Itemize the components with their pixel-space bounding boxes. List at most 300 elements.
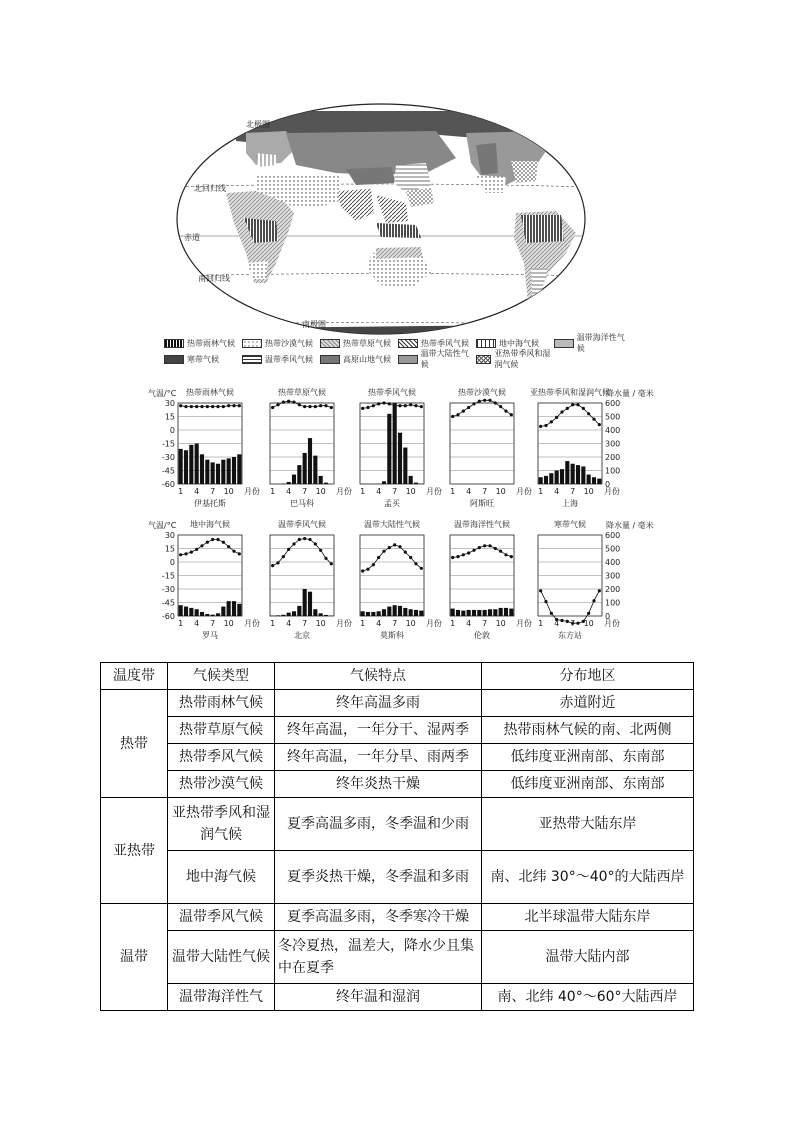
table-header-row: [101, 663, 694, 690]
city-label: 北京: [294, 631, 310, 640]
climate-chart: [510, 385, 670, 508]
month-tick-label: 1: [360, 487, 366, 496]
precip-bar: [576, 465, 580, 484]
month-tick-label: 10: [495, 487, 506, 496]
month-tick-label: 7: [482, 619, 488, 628]
legend-label: 亚热带季风和湿润气候: [494, 349, 551, 369]
temp-point: [409, 556, 412, 559]
legend-item: [320, 336, 398, 350]
feature-cell: 夏季炎热干燥，冬季温和多雨: [275, 851, 482, 904]
precip-bar: [403, 608, 407, 616]
feature-cell: 终年温和湿润: [275, 984, 482, 1011]
temp-point: [292, 401, 295, 404]
temp-point: [587, 612, 590, 615]
temp-point: [179, 404, 182, 407]
precip-bar: [297, 465, 301, 484]
month-tick-label: 4: [554, 487, 560, 496]
city-label: 上海: [562, 499, 578, 508]
precip-bar: [324, 615, 328, 616]
chart-title: 热带沙漠气候: [458, 388, 506, 397]
precip-tick-label: 300: [605, 571, 621, 581]
precip-bar: [488, 609, 492, 616]
temp-point: [366, 568, 369, 571]
temp-point: [393, 404, 396, 407]
precip-bar: [560, 469, 564, 484]
month-tick-label: 4: [194, 619, 200, 628]
temp-point: [409, 403, 412, 406]
temp-tick-label: 30: [164, 399, 175, 408]
temp-point: [271, 406, 274, 409]
month-tick-label: 7: [392, 487, 398, 496]
precip-bar: [382, 481, 386, 484]
precip-bar: [221, 607, 225, 616]
temp-point: [560, 619, 563, 622]
temp-point: [276, 561, 279, 564]
precip-bar: [189, 445, 193, 484]
temp-point: [287, 548, 290, 551]
temp-line: [273, 539, 332, 566]
precip-bar: [179, 449, 183, 484]
temp-line: [453, 546, 512, 558]
feature-cell: 夏季高温多雨，冬季温和少雨: [275, 798, 482, 851]
month-unit-label: 月份: [336, 487, 352, 496]
temp-point: [388, 546, 391, 549]
temp-point: [550, 420, 553, 423]
legend-label: 热带草原气候: [343, 338, 391, 348]
precip-bar: [227, 601, 231, 616]
temp-tick-label: -60: [161, 612, 175, 621]
precip-tick-label: 600: [605, 399, 621, 408]
temp-point: [494, 401, 497, 404]
chart-title: 热带季风气候: [368, 388, 416, 397]
temp-point: [377, 556, 380, 559]
header-region: 分布地区: [482, 663, 694, 690]
temp-point: [488, 399, 491, 402]
legend-swatch: [242, 355, 262, 364]
precip-bar: [232, 601, 236, 616]
temp-point: [414, 404, 417, 407]
temp-point: [576, 403, 579, 406]
temp-line: [273, 401, 332, 407]
temp-point: [227, 545, 230, 548]
temp-point: [238, 404, 241, 407]
climate-table: [100, 662, 694, 1011]
precip-bar: [544, 476, 548, 484]
city-label: 巴马科: [290, 499, 314, 508]
temp-tick-label: -60: [161, 480, 175, 489]
month-tick-label: 7: [302, 619, 308, 628]
precip-bar: [382, 609, 386, 616]
month-tick-label: 10: [223, 619, 234, 628]
precip-bar: [205, 614, 209, 616]
temp-unit-label: 气温/°C: [148, 389, 177, 398]
temp-tick-label: -45: [161, 466, 175, 476]
table-row: [101, 984, 694, 1011]
temp-point: [298, 538, 301, 541]
temp-point: [478, 546, 481, 549]
precip-bar: [227, 458, 231, 484]
feature-cell: 终年高温，一年分干、湿两季: [275, 717, 482, 744]
table-row: [101, 931, 694, 984]
temp-point: [571, 403, 574, 406]
temp-point: [544, 600, 547, 603]
chart-title: 温带季风气候: [278, 520, 326, 529]
temp-point: [216, 538, 219, 541]
legend-swatch: [164, 339, 184, 348]
precip-tick-label: 300: [605, 439, 621, 449]
precip-tick-label: 500: [605, 412, 621, 422]
temp-point: [227, 404, 230, 407]
temp-point: [414, 562, 417, 565]
legend-swatch: [242, 339, 262, 348]
legend-label: 热带季风气候: [421, 338, 469, 348]
precip-bar: [308, 592, 312, 616]
precip-bar: [597, 479, 601, 484]
month-unit-label: 月份: [426, 487, 442, 496]
type-cell: 热带草原气候: [168, 717, 275, 744]
precip-bar: [377, 611, 381, 616]
temp-point: [483, 544, 486, 547]
temp-line: [181, 406, 240, 407]
precip-bar: [313, 456, 317, 484]
temp-point: [504, 553, 507, 556]
legend-label: 热带雨林气候: [187, 338, 235, 348]
precip-tick-label: 100: [605, 598, 621, 608]
zone-cell: 温带: [101, 904, 168, 1011]
month-tick-label: 7: [392, 619, 398, 628]
precip-tick-label: 200: [605, 585, 621, 594]
temp-point: [211, 538, 214, 541]
chart-title: 地中海气候: [190, 520, 230, 529]
temp-point: [377, 402, 380, 405]
precip-bar: [216, 613, 220, 616]
temp-point: [592, 599, 595, 602]
legend-item: [476, 349, 554, 369]
temp-point: [382, 550, 385, 553]
month-unit-label: 月份: [604, 619, 620, 628]
tropic-cancer-label: 北回归线: [194, 184, 226, 193]
legend-swatch: [320, 355, 340, 364]
month-tick-label: 4: [286, 487, 292, 496]
precip-bar: [366, 612, 370, 616]
header-zone: 温度带: [101, 663, 168, 690]
temp-line: [541, 405, 600, 427]
month-tick-label: 4: [554, 619, 560, 628]
precip-bar: [292, 475, 296, 484]
type-cell: 热带季风气候: [168, 744, 275, 771]
temp-point: [393, 543, 396, 546]
feature-cell: 终年高温，一年分旱、雨两季: [275, 744, 482, 771]
precip-bar: [179, 605, 183, 616]
month-tick-label: 4: [466, 619, 472, 628]
temp-unit-label: 气温/°C: [148, 521, 177, 530]
month-tick-label: 1: [270, 619, 276, 628]
temp-point: [560, 410, 563, 413]
precip-bar: [398, 606, 402, 616]
temp-point: [467, 406, 470, 409]
type-cell: 温带大陆性气候: [168, 931, 275, 984]
month-tick-label: 10: [405, 487, 416, 496]
temp-point: [314, 542, 317, 545]
legend-item: [242, 336, 320, 350]
temp-point: [576, 622, 579, 625]
precip-bar: [297, 606, 301, 616]
chart-title: 温带海洋性气候: [454, 520, 510, 529]
header-type: 气候类型: [168, 663, 275, 690]
precip-bar: [319, 613, 323, 616]
month-tick-label: 4: [194, 487, 200, 496]
precip-bar: [499, 608, 503, 616]
month-tick-label: 1: [270, 487, 276, 496]
temp-point: [472, 402, 475, 405]
month-unit-label: 月份: [426, 619, 442, 628]
feature-cell: 终年高温多雨: [275, 690, 482, 717]
month-tick-label: 7: [570, 487, 576, 496]
precip-bar: [483, 610, 487, 616]
temp-point: [372, 563, 375, 566]
legend-label: 温带大陆性气候: [420, 349, 469, 369]
month-tick-label: 1: [450, 487, 456, 496]
temp-point: [287, 400, 290, 403]
temp-tick-label: 0: [169, 426, 175, 435]
temp-point: [282, 401, 285, 404]
legend-swatch: [554, 339, 574, 348]
temp-point: [200, 544, 203, 547]
city-label: 阿斯旺: [470, 499, 494, 508]
precip-unit-label: 降水量 / 毫米: [606, 521, 654, 530]
precip-bar: [477, 610, 481, 616]
legend-label: 地中海气候: [499, 338, 539, 348]
temp-tick-label: 15: [164, 412, 175, 422]
temp-point: [382, 401, 385, 404]
temp-point: [222, 541, 225, 544]
temp-point: [330, 406, 333, 409]
precip-bar: [195, 609, 199, 616]
temp-point: [184, 405, 187, 408]
precip-bar: [419, 611, 423, 616]
table-row: [101, 851, 694, 904]
city-label: 莫斯科: [380, 631, 404, 640]
precip-bar: [456, 610, 460, 616]
type-cell: 热带雨林气候: [168, 690, 275, 717]
temp-point: [555, 416, 558, 419]
temp-point: [462, 410, 465, 413]
temp-point: [483, 399, 486, 402]
precip-bar: [221, 460, 225, 484]
precip-bar: [313, 609, 317, 616]
region-cell: 低纬度亚洲南部、东南部: [482, 771, 694, 798]
legend-label: 寒带气候: [187, 354, 219, 364]
precip-bar: [493, 609, 497, 616]
temp-point: [420, 405, 423, 408]
legend-item: [164, 336, 242, 350]
temp-point: [582, 407, 585, 410]
precip-bar: [461, 611, 465, 616]
temp-point: [324, 557, 327, 560]
precip-bar: [451, 609, 455, 616]
precip-unit-label: 降水量 / 毫米: [606, 389, 654, 398]
temp-point: [282, 555, 285, 558]
precip-bar: [211, 615, 215, 616]
temp-point: [366, 406, 369, 409]
zone-cell: 热带: [101, 690, 168, 798]
temp-point: [478, 400, 481, 403]
precip-bar: [371, 612, 375, 616]
precip-bar: [237, 454, 241, 484]
temp-point: [308, 405, 311, 408]
precip-bar: [303, 453, 307, 484]
temp-point: [404, 404, 407, 407]
precip-bar: [393, 605, 397, 616]
temp-point: [372, 404, 375, 407]
precip-bar: [549, 473, 553, 484]
precip-bar: [571, 464, 575, 484]
temp-point: [398, 545, 401, 548]
legend-swatch: [476, 355, 491, 364]
precip-bar: [205, 460, 209, 484]
legend-label: 热带沙漠气候: [265, 338, 313, 348]
precip-bar: [287, 613, 291, 616]
precip-bar: [592, 477, 596, 484]
month-unit-label: 月份: [516, 619, 532, 628]
temp-point: [238, 552, 241, 555]
temp-point: [195, 405, 198, 408]
month-unit-label: 月份: [244, 487, 260, 496]
month-tick-label: 1: [450, 619, 456, 628]
table-row: [101, 904, 694, 931]
table-row: [101, 690, 694, 717]
temp-point: [216, 405, 219, 408]
city-label: 东方站: [558, 631, 582, 640]
temp-point: [206, 405, 209, 408]
temp-point: [195, 548, 198, 551]
precip-bar: [393, 403, 397, 484]
region-cell: 热带雨林气候的南、北两侧: [482, 717, 694, 744]
precip-bar: [303, 589, 307, 616]
month-unit-label: 月份: [604, 487, 620, 496]
temp-point: [200, 405, 203, 408]
temp-point: [456, 413, 459, 416]
temp-tick-label: 15: [164, 544, 175, 554]
type-cell: 亚热带季风和湿润气候: [168, 798, 275, 851]
temp-tick-label: 0: [169, 558, 175, 567]
precip-tick-label: 100: [605, 466, 621, 476]
precip-bar: [581, 466, 585, 484]
type-cell: 温带季风气候: [168, 904, 275, 931]
temp-point: [232, 404, 235, 407]
precip-bar: [403, 448, 407, 484]
city-label: 伊基托斯: [194, 499, 226, 508]
temp-point: [404, 551, 407, 554]
month-tick-label: 4: [376, 487, 382, 496]
precip-tick-label: 500: [605, 544, 621, 554]
precip-bar: [237, 604, 241, 616]
header-feature: 气候特点: [275, 663, 482, 690]
precip-bar: [292, 611, 296, 616]
temp-line: [363, 545, 422, 571]
precip-tick-label: 200: [605, 453, 621, 462]
temp-tick-label: -30: [161, 453, 175, 462]
tropic-capricorn-label: 南回归线: [198, 274, 230, 283]
legend-swatch: [398, 339, 418, 348]
temp-point: [303, 537, 306, 540]
month-tick-label: 4: [376, 619, 382, 628]
legend-item: [398, 349, 476, 369]
precip-bar: [200, 454, 204, 484]
temp-point: [319, 404, 322, 407]
map-legend: [164, 333, 634, 369]
region-cell: 北半球温带大陆东岸: [482, 904, 694, 931]
temp-point: [472, 549, 475, 552]
legend-item: [242, 352, 320, 366]
month-tick-label: 7: [210, 619, 216, 628]
temp-tick-label: 30: [164, 531, 175, 540]
legend-swatch: [476, 339, 496, 348]
precip-bar: [504, 608, 508, 616]
temp-point: [598, 423, 601, 426]
city-label: 罗马: [202, 631, 218, 640]
month-tick-label: 1: [178, 619, 184, 628]
temp-point: [550, 612, 553, 615]
precip-tick-label: 0: [605, 480, 611, 489]
legend-label: 高原山地气候: [343, 354, 391, 364]
temp-point: [539, 425, 542, 428]
month-tick-label: 4: [286, 619, 292, 628]
legend-label: 温带海洋性气候: [576, 333, 625, 353]
legend-swatch: [164, 355, 184, 364]
region-cell: 赤道附近: [482, 690, 694, 717]
month-tick-label: 7: [570, 619, 576, 628]
region-cell: 南、北纬 40°～60°大陆西岸: [482, 984, 694, 1011]
legend-item: [554, 333, 632, 353]
temp-point: [544, 424, 547, 427]
city-label: 孟买: [384, 499, 400, 508]
temp-point: [222, 405, 225, 408]
temp-point: [598, 589, 601, 592]
precip-bar: [287, 482, 291, 484]
precip-bar: [472, 610, 476, 616]
precip-bar: [281, 615, 285, 616]
city-label: 伦敦: [474, 631, 490, 640]
feature-cell: 冬冷夏热，温差大，降水少且集中在夏季: [275, 931, 482, 984]
precip-bar: [387, 414, 391, 484]
equator-label: 赤道: [184, 233, 200, 242]
precip-bar: [184, 607, 188, 616]
legend-swatch: [320, 339, 340, 348]
temp-point: [206, 541, 209, 544]
temp-point: [504, 410, 507, 413]
precip-bar: [232, 457, 236, 484]
month-tick-label: 7: [210, 487, 216, 496]
temp-tick-label: -15: [161, 571, 175, 581]
legend-swatch: [398, 355, 418, 364]
chart-title: 热带雨林气候: [186, 388, 234, 397]
month-tick-label: 10: [583, 487, 594, 496]
temp-point: [319, 549, 322, 552]
temp-point: [566, 620, 569, 623]
feature-cell: 终年炎热干燥: [275, 771, 482, 798]
precip-bar: [361, 611, 365, 616]
temp-point: [499, 550, 502, 553]
temp-point: [456, 555, 459, 558]
table-row: [101, 744, 694, 771]
feature-cell: 夏季高温多雨，冬季寒冷干燥: [275, 904, 482, 931]
temp-point: [292, 542, 295, 545]
precip-bar: [414, 483, 418, 484]
temp-point: [298, 403, 301, 406]
temp-point: [451, 415, 454, 418]
precip-tick-label: 400: [605, 558, 621, 567]
